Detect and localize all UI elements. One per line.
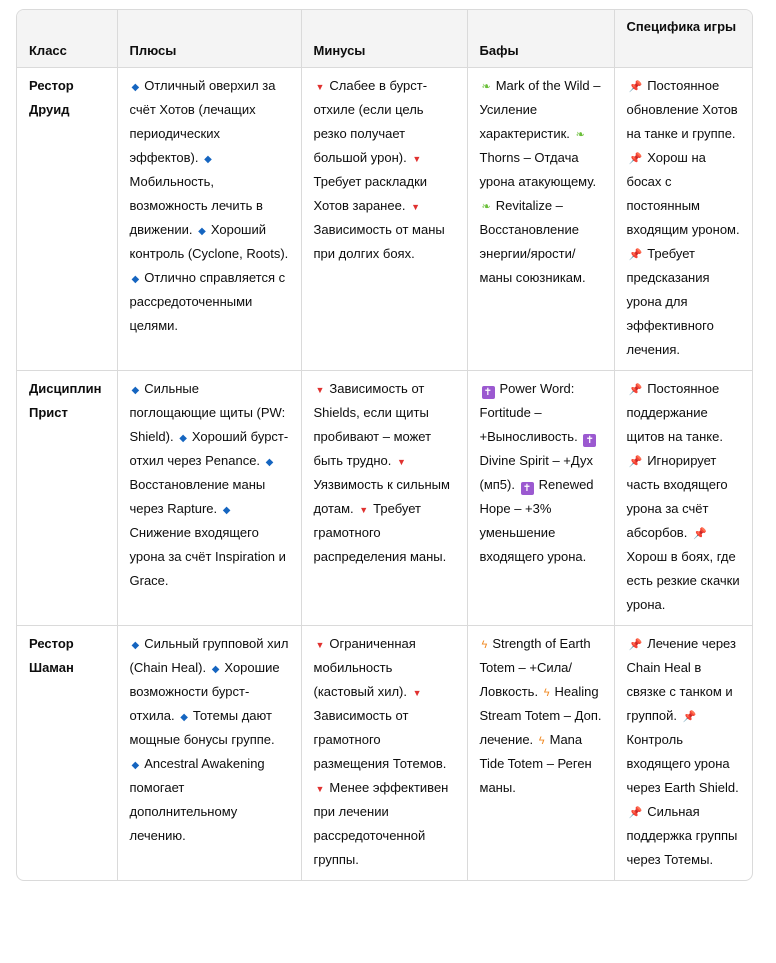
blue-diamond-icon: ◆: [179, 432, 187, 444]
lightning-icon: ϟ: [481, 638, 488, 651]
cons-item: Зависимость от маны при долгих боях.: [313, 221, 445, 261]
blue-diamond-icon: ◆: [131, 81, 140, 93]
latin-cross-icon: ✝: [583, 434, 596, 447]
table-header-row: [17, 10, 752, 67]
cons-item: Слабее в бурст-отхиле (если цель резко получает большой урон).: [313, 77, 428, 165]
red-triangle-icon: ▼: [396, 456, 406, 467]
specifics-item: Постоянное обновление Хотов на танке и группе.: [626, 77, 738, 141]
red-triangle-icon: ▼: [315, 384, 325, 395]
red-triangle-icon: ▼: [315, 783, 325, 794]
cons-item: Уязвимость к сильным дотам.: [313, 476, 450, 516]
blue-diamond-icon: ◆: [198, 225, 206, 237]
herb-icon: ❧: [575, 128, 585, 141]
specifics-item: Хорош на босах с постоянным входящим уроном.: [626, 149, 740, 237]
cons-item: Требует грамотного распределения маны.: [313, 500, 447, 564]
red-triangle-icon: ▼: [412, 687, 422, 698]
pros-item: Снижение входящего урона за счёт Inspiration и Grace.: [129, 524, 286, 588]
pros-cell: [117, 67, 301, 370]
header-buffs: Бафы: [467, 10, 614, 67]
pros-item: Сильный групповой хил (Chain Heal).: [129, 635, 289, 675]
blue-diamond-icon: ◆: [222, 504, 231, 516]
pushpin-icon: 📌: [628, 383, 643, 396]
specifics-cell: [614, 67, 752, 370]
specifics-cell: [614, 370, 752, 625]
cons-item: Ограниченная мобильность (кастовый хил).: [313, 635, 416, 699]
buffs-item: Thorns – Отдача урона атакующему.: [479, 149, 597, 189]
red-triangle-icon: ▼: [412, 153, 422, 164]
buffs-item: Mark of the Wild – Усиление характеристик.: [479, 77, 601, 141]
cons-cell: [301, 67, 467, 370]
cons-item: Зависимость от грамотного размещения Тотемов.: [313, 707, 447, 771]
buffs-item: Strength of Earth Totem – +Сила/Ловкость.: [479, 635, 591, 699]
red-triangle-icon: ▼: [359, 504, 369, 515]
pros-item: Хороший контроль (Cyclone, Roots).: [129, 221, 289, 261]
pros-item: Мобильность, возможность лечить в движении.: [129, 173, 263, 237]
header-class: Класс: [17, 10, 117, 67]
header-specifics: Специфика игры: [614, 10, 752, 67]
pushpin-icon: 📌: [682, 710, 697, 723]
cons-item: Требует раскладки Хотов заранее.: [313, 173, 428, 213]
blue-diamond-icon: ◆: [131, 759, 140, 771]
specifics-item: Контроль входящего урона через Earth Shield.: [626, 731, 739, 795]
pros-item: Отлично справляется с рассредоточенными целями.: [129, 269, 286, 333]
buffs-item: Revitalize – Восстановление энергии/ярости/маны союзникам.: [479, 197, 586, 285]
cons-item: Зависимость от Shields, если щиты пробивают – может быть трудно.: [313, 380, 432, 468]
table-row: [17, 67, 752, 370]
pushpin-icon: 📌: [628, 248, 643, 261]
buffs-item: Power Word: Fortitude – +Выносливость.: [479, 380, 578, 444]
pros-item: Сильные поглощающие щиты (PW: Shield).: [129, 380, 286, 444]
buffs-item: Healing Stream Totem – Доп. лечение.: [479, 683, 602, 747]
blue-diamond-icon: ◆: [131, 273, 140, 285]
healer-classes-table: [17, 10, 752, 880]
pushpin-icon: 📌: [628, 638, 643, 651]
pros-item: Хороший бурст-отхил через Penance.: [129, 428, 289, 468]
latin-cross-icon: ✝: [521, 482, 534, 495]
specifics-item: Требует предсказания урона для эффективного лечения.: [626, 245, 714, 357]
pros-item: Ancestral Awakening помогает дополнительному лечению.: [129, 755, 265, 843]
red-triangle-icon: ▼: [315, 81, 325, 92]
lightning-icon: ϟ: [538, 734, 545, 747]
blue-diamond-icon: ◆: [265, 456, 274, 468]
pushpin-icon: 📌: [628, 152, 643, 165]
pros-item: Отличный оверхил за счёт Хотов (лечащих периодических эффектов).: [129, 77, 276, 165]
buffs-cell: [467, 67, 614, 370]
blue-diamond-icon: ◆: [204, 153, 212, 165]
pushpin-icon: 📌: [628, 80, 643, 93]
buffs-item: Divine Spirit – +Дух (мп5).: [479, 452, 593, 492]
pros-cell: [117, 625, 301, 880]
class-name-cell: Рестор Друид: [17, 67, 117, 370]
classes-table-container: [16, 9, 753, 881]
pros-cell: [117, 370, 301, 625]
red-triangle-icon: ▼: [315, 639, 325, 650]
table-row: [17, 625, 752, 880]
cons-cell: [301, 370, 467, 625]
pros-item: Восстановление маны через Rapture.: [129, 476, 266, 516]
pros-item: Хорошие возможности бурст-отхила.: [129, 659, 280, 723]
herb-icon: ❧: [481, 200, 491, 213]
buffs-item: Mana Tide Totem – Реген маны.: [479, 731, 592, 795]
cons-cell: [301, 625, 467, 880]
pushpin-icon: 📌: [692, 527, 707, 540]
class-name-cell: Рестор Шаман: [17, 625, 117, 880]
latin-cross-icon: ✝: [482, 386, 495, 399]
buffs-cell: [467, 370, 614, 625]
blue-diamond-icon: ◆: [131, 384, 140, 396]
specifics-item: Хорош в боях, где есть резкие скачки урона.: [626, 548, 740, 612]
blue-diamond-icon: ◆: [211, 663, 220, 675]
specifics-item: Лечение через Chain Heal в связке с танком и группой.: [626, 635, 736, 723]
pros-item: Тотемы дают мощные бонусы группе.: [129, 707, 275, 747]
buffs-cell: [467, 625, 614, 880]
specifics-item: Сильная поддержка группы через Тотемы.: [626, 803, 738, 867]
blue-diamond-icon: ◆: [131, 639, 140, 651]
pushpin-icon: 📌: [628, 806, 643, 819]
lightning-icon: ϟ: [543, 686, 550, 699]
pushpin-icon: 📌: [628, 455, 643, 468]
cons-item: Менее эффективен при лечении рассредоточенной группы.: [313, 779, 449, 867]
specifics-item: Игнорирует часть входящего урона за счёт абсорбов.: [626, 452, 728, 540]
herb-icon: ❧: [481, 80, 491, 93]
blue-diamond-icon: ◆: [180, 711, 188, 723]
class-name-cell: Дисциплин Прист: [17, 370, 117, 625]
buffs-item: Renewed Hope – +3% уменьшение входящего урона.: [479, 476, 594, 564]
specifics-cell: [614, 625, 752, 880]
red-triangle-icon: ▼: [411, 201, 420, 212]
specifics-item: Постоянное поддержание щитов на танке.: [626, 380, 723, 444]
header-pros: Плюсы: [117, 10, 301, 67]
table-row: [17, 370, 752, 625]
header-cons: Минусы: [301, 10, 467, 67]
